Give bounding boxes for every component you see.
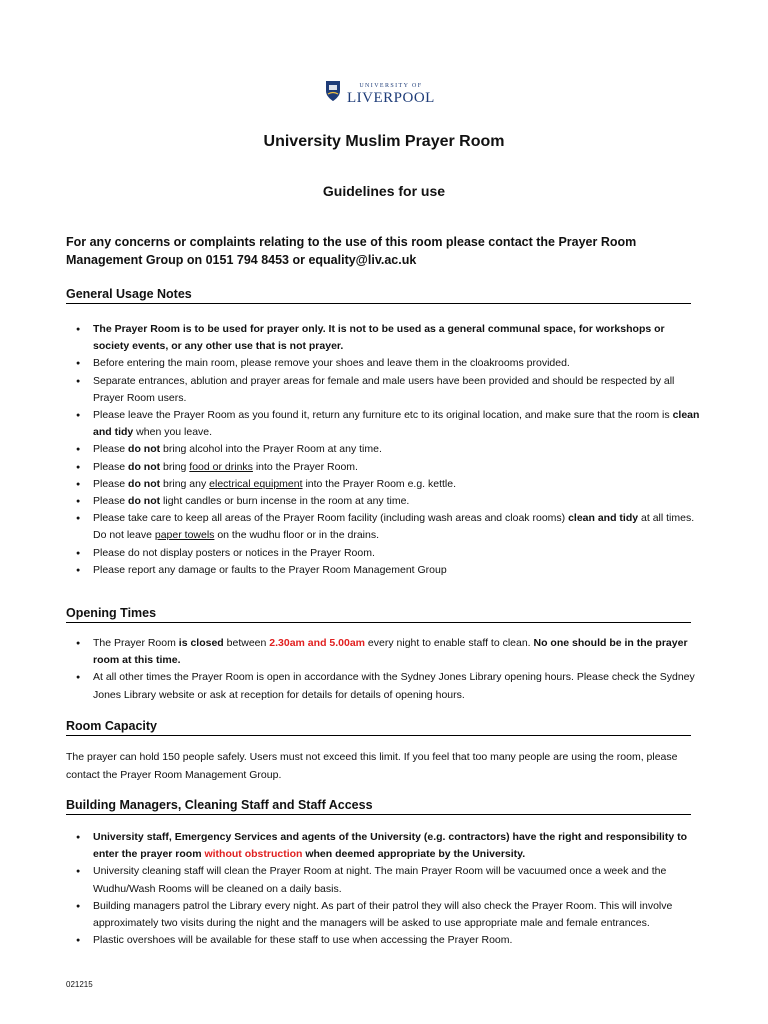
document-title: University Muslim Prayer Room bbox=[263, 133, 505, 150]
opening-times-list bbox=[66, 635, 702, 704]
general-item-1-text: The Prayer Room is to be used for prayer only. It is not to be used as a general communal space, for workshops or society events, or any other use that is not prayer. bbox=[93, 323, 665, 353]
general-item-6 bbox=[66, 459, 702, 476]
staff-access-heading: Building Managers, Cleaning Staff and Staff Access bbox=[66, 798, 691, 815]
opening-times-heading: Opening Times bbox=[66, 606, 691, 623]
general-item-9-emphasis: clean and tidy bbox=[568, 512, 639, 525]
general-item-8 bbox=[66, 493, 702, 510]
general-item-6-emphasis: do not bbox=[128, 460, 161, 473]
general-item-11-text: Please report any damage or faults to the Prayer Room Management Group bbox=[93, 563, 447, 576]
general-item-7-text: Please bbox=[93, 477, 129, 490]
general-item-9-text: Please take care to keep all areas of the Prayer Room facility (including wash areas and cloak rooms) bbox=[93, 512, 569, 525]
general-item-1 bbox=[66, 321, 702, 355]
general-item-5-text-end: bring alcohol into the Prayer Room at any time. bbox=[160, 443, 382, 456]
general-item-6-text-mid: bring bbox=[160, 460, 190, 473]
general-item-9-underline: paper towels bbox=[154, 529, 215, 542]
footer-code: 021215 bbox=[66, 980, 93, 989]
general-item-9-text-mid: at all times. Do not leave bbox=[93, 512, 695, 542]
general-item-8-text: Please bbox=[93, 495, 129, 508]
opening-item-1-warning: No one should be in the prayer room at this time bbox=[93, 637, 688, 667]
general-item-7-underline: electrical equipment bbox=[209, 477, 303, 490]
opening-item-1 bbox=[66, 635, 702, 669]
opening-item-1-closed: is closed bbox=[178, 637, 224, 649]
general-item-4-emphasis: clean and tidy bbox=[93, 409, 700, 439]
logo-small-text: UNIVERSITY OF bbox=[359, 83, 423, 89]
staff-item-2 bbox=[66, 863, 702, 897]
university-logo bbox=[325, 80, 445, 110]
opening-item-1-text: The Prayer Room bbox=[93, 637, 179, 649]
general-item-11 bbox=[66, 562, 702, 579]
general-item-7-text-end: into the Prayer Room e.g. kettle. bbox=[302, 477, 457, 490]
general-usage-list bbox=[66, 321, 702, 579]
opening-item-1-period: . bbox=[177, 654, 181, 667]
general-item-3 bbox=[66, 373, 702, 407]
general-item-2-text: Before entering the main room, please remove your shoes and leave them in the cloakrooms provided. bbox=[93, 357, 570, 370]
staff-item-2-text: University cleaning staff will clean the Prayer Room at night. The main Prayer Room will be vacuumed once a week and the Wudhu/Wash Rooms will be cleaned on a daily basis. bbox=[93, 865, 667, 895]
room-capacity-text: The prayer can hold 150 people safely. Users must not exceed this limit. If you feel that too many people are using the room, please contact the Prayer Room Management Group. bbox=[66, 751, 678, 781]
general-item-8-text-end: light candles or burn incense in the room at any time. bbox=[160, 495, 410, 508]
general-item-4-text-end: when you leave. bbox=[133, 426, 213, 439]
general-item-3-text: Separate entrances, ablution and prayer areas for female and male users have been provided and should be respected by all Prayer Room users. bbox=[93, 374, 675, 404]
contact-notice: For any concerns or complaints relating to the use of this room please contact the Prayer Room Management Group on 0151 794 8453 or equality@liv.ac.uk bbox=[66, 235, 637, 267]
general-item-6-text: Please bbox=[93, 460, 129, 473]
general-item-5-emphasis: do not bbox=[128, 443, 161, 456]
opening-item-2 bbox=[66, 669, 702, 703]
logo-big-text: LIVERPOOL bbox=[347, 90, 435, 106]
general-item-8-emphasis: do not bbox=[128, 495, 161, 508]
staff-item-4-text: Plastic overshoes will be available for these staff to use when accessing the Prayer Room. bbox=[93, 934, 513, 947]
staff-item-1 bbox=[66, 829, 702, 863]
opening-item-2-text: At all other times the Prayer Room is open in accordance with the Sydney Jones Library opening hours. Please check the Sydney Jones Library website or ask at reception for details for details of opening hours. bbox=[93, 671, 695, 701]
opening-item-1-hours: 2.30am and 5.00am bbox=[269, 637, 366, 649]
room-capacity-heading: Room Capacity bbox=[66, 719, 691, 736]
general-item-9-text-end: on the wudhu floor or in the drains. bbox=[214, 529, 380, 542]
general-item-9 bbox=[66, 510, 702, 544]
opening-item-1-text-mid: between bbox=[223, 637, 270, 649]
general-item-6-underline: food or drinks bbox=[189, 460, 253, 473]
general-item-2 bbox=[66, 355, 702, 372]
crest-icon bbox=[325, 80, 341, 102]
staff-item-1-text: University staff, Emergency Services and agents of the University (e.g. contractors) have the right and responsibility to enter the prayer room bbox=[93, 831, 687, 861]
general-item-10-text: Please do not display posters or notices in the Prayer Room. bbox=[93, 546, 375, 559]
general-item-4 bbox=[66, 407, 702, 441]
general-usage-heading: General Usage Notes bbox=[66, 287, 691, 304]
staff-item-1-text-end: when deemed appropriate by the University. bbox=[302, 848, 526, 861]
general-item-4-text: Please leave the Prayer Room as you found it, return any furniture etc to its original location, and make sure that the room is bbox=[93, 409, 673, 422]
staff-item-4 bbox=[66, 932, 702, 949]
staff-access-list bbox=[66, 829, 702, 949]
general-item-10 bbox=[66, 545, 702, 562]
staff-item-3-text: Building managers patrol the Library every night. As part of their patrol they will also check the Prayer Room. This will involve approximately two visits during the night and the managers will be asked to use appropriate male and female entrances. bbox=[93, 899, 673, 930]
staff-item-1-highlight: without obstruction bbox=[204, 848, 303, 861]
general-item-6-text-end: into the Prayer Room. bbox=[252, 460, 358, 473]
general-item-5-text: Please bbox=[93, 443, 129, 456]
general-item-5 bbox=[66, 441, 702, 458]
general-item-7-text-mid: bring any bbox=[160, 477, 210, 490]
general-item-7-emphasis: do not bbox=[128, 477, 161, 490]
staff-item-3 bbox=[66, 898, 702, 932]
opening-item-1-text-mid2: every night to enable staff to clean. bbox=[365, 637, 534, 649]
general-item-7 bbox=[66, 476, 702, 493]
document-subtitle: Guidelines for use bbox=[322, 183, 446, 199]
